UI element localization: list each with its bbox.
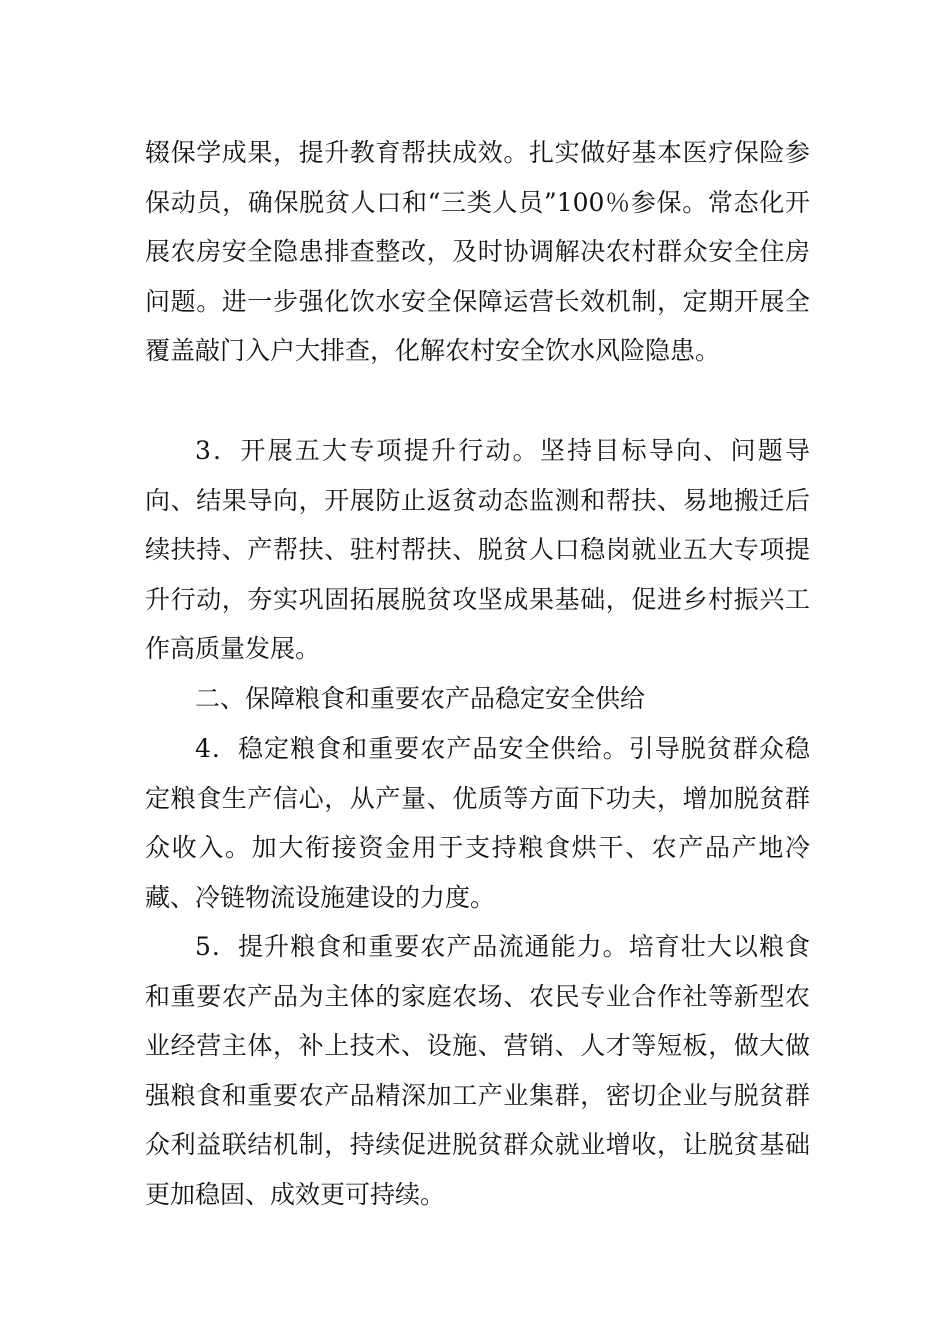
paragraph-item-5 xyxy=(145,922,810,1219)
paragraph-item-3 xyxy=(145,426,810,674)
paragraph-item-4 xyxy=(145,724,810,922)
paragraph-text: 3．开展五大专项提升行动。坚持目标导向、问题导向、结果导向，开展防止返贫动态监测和帮扶、易地搬迁后续扶持、产帮扶、驻村帮扶、脱贫人口稳岗就业五大专项提升行动，夯实巩固拓展脱贫攻坚成果基础，促进乡村振兴工作高质量发展。 xyxy=(145,436,810,663)
paragraph-text: 5．提升粮食和重要农产品流通能力。培育壮大以粮食和重要农产品为主体的家庭农场、农民专业合作社等新型农业经营主体，补上技术、设施、营销、人才等短板，做大做强粮食和重要农产品精深加工产业集群，密切企业与脱贫群众利益联结机制，持续促进脱贫群众就业增收，让脱贫基础更加稳固、成效更可持续。 xyxy=(145,932,810,1209)
paragraph-text: 4．稳定粮食和重要农产品安全供给。引导脱贫群众稳定粮食生产信心，从产量、优质等方面下功夫，增加脱贫群众收入。加大衔接资金用于支持粮食烘干、农产品产地冷藏、冷链物流设施建设的力度。 xyxy=(145,734,810,912)
paragraph-text: 辍保学成果，提升教育帮扶成效。扎实做好基本医疗保险参保动员，确保脱贫人口和“三类人员”100％参保。常态化开展农房安全隐患排查整改，及时协调解决农村群众安全住房问题。进一步强化饮水安全保障运营长效机制，定期开展全覆盖敲门入户大排查，化解农村安全饮水风险隐患。 xyxy=(145,138,810,365)
paragraph-continuation xyxy=(145,128,810,376)
section-heading-text: 二、保障粮食和重要农产品稳定安全供给 xyxy=(195,684,646,713)
section-heading-2 xyxy=(145,674,810,724)
